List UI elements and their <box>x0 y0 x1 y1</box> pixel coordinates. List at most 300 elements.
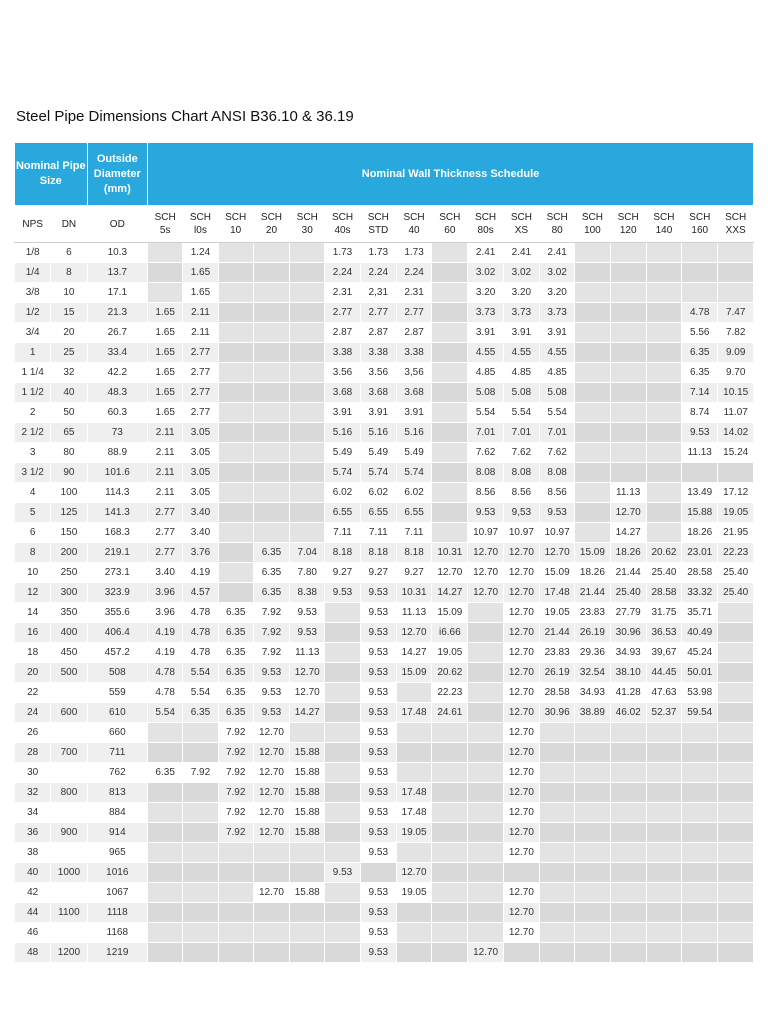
table-cell: 5.16 <box>325 423 360 443</box>
table-cell: 8.08 <box>503 463 539 483</box>
schedule-prefix: SCH <box>653 212 675 223</box>
table-cell <box>51 843 87 863</box>
table-cell <box>646 363 681 383</box>
table-cell: 3.56 <box>360 363 396 383</box>
table-cell <box>646 883 681 903</box>
table-cell <box>575 943 610 963</box>
table-cell <box>718 843 754 863</box>
schedule-code: 40 <box>408 225 420 236</box>
table-cell <box>646 343 681 363</box>
table-row <box>15 763 754 783</box>
table-cell: 1/4 <box>15 263 51 283</box>
table-cell <box>253 343 289 363</box>
table-cell: 200 <box>51 543 87 563</box>
table-cell: 3.20 <box>503 283 539 303</box>
table-cell: 27.79 <box>610 603 646 623</box>
table-cell: 12.70 <box>253 803 289 823</box>
table-row <box>15 383 754 403</box>
table-row <box>15 283 754 303</box>
table-cell: 9.53 <box>253 703 289 723</box>
table-cell <box>468 743 503 763</box>
table-cell: 5.54 <box>468 403 503 423</box>
table-row <box>15 783 754 803</box>
table-cell: 1.73 <box>325 243 360 263</box>
table-cell <box>718 643 754 663</box>
table-cell: 457.2 <box>87 643 147 663</box>
table-cell: 9.53 <box>360 643 396 663</box>
table-cell: 762 <box>87 763 147 783</box>
table-cell: 5.54 <box>503 403 539 423</box>
table-cell: 9.53 <box>325 583 360 603</box>
table-cell: 26.19 <box>540 663 575 683</box>
table-cell <box>610 323 646 343</box>
table-cell <box>503 863 539 883</box>
table-row <box>15 303 754 323</box>
table-cell <box>290 463 325 483</box>
table-cell: 4.78 <box>183 603 218 623</box>
table-cell: 21.3 <box>87 303 147 323</box>
table-cell: 12.70 <box>503 683 539 703</box>
table-cell <box>51 683 87 703</box>
table-cell: 9.53 <box>360 743 396 763</box>
table-cell: 23.83 <box>575 603 610 623</box>
table-cell: 5.54 <box>183 663 218 683</box>
schedule-code: 30 <box>301 225 313 236</box>
table-cell: 1067 <box>87 883 147 903</box>
table-cell <box>575 463 610 483</box>
table-cell: 19.05 <box>718 503 754 523</box>
table-cell: 2.77 <box>148 543 183 563</box>
table-cell <box>432 503 468 523</box>
table-cell <box>183 803 218 823</box>
table-cell: 23.01 <box>682 543 718 563</box>
col-schedule <box>468 206 503 243</box>
table-cell <box>610 803 646 823</box>
table-cell: 450 <box>51 643 87 663</box>
table-cell <box>148 863 183 883</box>
table-row <box>15 743 754 763</box>
table-cell: 219.1 <box>87 543 147 563</box>
table-row <box>15 683 754 703</box>
table-cell <box>646 243 681 263</box>
table-cell <box>325 623 360 643</box>
table-cell <box>325 783 360 803</box>
table-row <box>15 543 754 563</box>
table-cell: 9.53 <box>360 583 396 603</box>
table-cell <box>646 403 681 423</box>
table-cell: 12.70 <box>503 783 539 803</box>
table-cell: 15.09 <box>575 543 610 563</box>
table-cell: 350 <box>51 603 87 623</box>
table-cell <box>575 303 610 323</box>
table-cell: 88.9 <box>87 443 147 463</box>
table-cell: 38 <box>15 843 51 863</box>
table-cell: 15.09 <box>540 563 575 583</box>
table-cell: 965 <box>87 843 147 863</box>
table-cell <box>218 283 253 303</box>
table-cell: 700 <box>51 743 87 763</box>
table-cell <box>253 303 289 323</box>
table-cell <box>432 943 468 963</box>
table-cell: 5.54 <box>183 683 218 703</box>
table-cell <box>148 263 183 283</box>
table-cell: 3.73 <box>503 303 539 323</box>
table-cell <box>253 263 289 283</box>
table-cell <box>610 843 646 863</box>
table-cell <box>396 843 431 863</box>
table-cell: 9.53 <box>540 503 575 523</box>
table-cell: 12.70 <box>503 723 539 743</box>
table-cell <box>253 923 289 943</box>
table-cell: 3.73 <box>540 303 575 323</box>
table-row <box>15 843 754 863</box>
table-cell: 28.58 <box>646 583 681 603</box>
table-cell <box>610 923 646 943</box>
table-cell <box>218 343 253 363</box>
table-cell: 1100 <box>51 903 87 923</box>
table-cell: 59.54 <box>682 703 718 723</box>
table-cell: 1.65 <box>148 383 183 403</box>
table-cell <box>718 883 754 903</box>
table-cell <box>290 423 325 443</box>
table-cell: 9.27 <box>360 563 396 583</box>
table-cell <box>432 243 468 263</box>
table-cell: 4.19 <box>148 623 183 643</box>
table-cell <box>325 743 360 763</box>
table-cell <box>718 763 754 783</box>
table-cell <box>468 623 503 643</box>
table-cell <box>610 783 646 803</box>
table-cell <box>575 763 610 783</box>
table-cell: 12.70 <box>503 563 539 583</box>
table-cell <box>468 903 503 923</box>
table-cell: 7.62 <box>540 443 575 463</box>
table-cell <box>51 883 87 903</box>
table-row <box>15 623 754 643</box>
table-cell: 22.23 <box>718 543 754 563</box>
table-cell: 9.53 <box>253 663 289 683</box>
table-cell: 100 <box>51 483 87 503</box>
table-cell: 9.53 <box>290 623 325 643</box>
table-cell <box>290 863 325 883</box>
table-cell: 33.4 <box>87 343 147 363</box>
table-cell: 3.91 <box>540 323 575 343</box>
table-cell <box>646 823 681 843</box>
table-row <box>15 663 754 683</box>
table-cell <box>718 923 754 943</box>
table-row <box>15 523 754 543</box>
table-cell: 1219 <box>87 943 147 963</box>
table-cell: 9.27 <box>325 563 360 583</box>
table-cell <box>682 263 718 283</box>
table-cell: 4.78 <box>682 303 718 323</box>
table-cell: 914 <box>87 823 147 843</box>
table-cell: 6.35 <box>183 703 218 723</box>
table-cell: 600 <box>51 703 87 723</box>
table-cell <box>51 923 87 943</box>
table-cell: 15.88 <box>290 823 325 843</box>
table-cell: 52.37 <box>646 703 681 723</box>
table-cell <box>718 823 754 843</box>
table-cell: 2.11 <box>148 443 183 463</box>
outside-diameter-header: Outside Diameter (mm) <box>87 143 147 206</box>
col-schedule <box>360 206 396 243</box>
table-cell: 400 <box>51 623 87 643</box>
table-cell <box>148 783 183 803</box>
table-cell <box>718 783 754 803</box>
col-nps: NPS <box>15 206 51 243</box>
table-cell <box>718 243 754 263</box>
table-cell: 2.11 <box>183 323 218 343</box>
table-cell <box>503 943 539 963</box>
table-cell: 5.49 <box>360 443 396 463</box>
table-cell: 4.19 <box>148 643 183 663</box>
table-cell <box>610 283 646 303</box>
table-cell: 8.56 <box>540 483 575 503</box>
table-cell <box>610 423 646 443</box>
table-cell: 1 1/2 <box>15 383 51 403</box>
table-cell <box>183 903 218 923</box>
table-cell <box>432 383 468 403</box>
table-cell: 6.55 <box>360 503 396 523</box>
table-cell: 559 <box>87 683 147 703</box>
table-cell: 28.58 <box>682 563 718 583</box>
table-cell <box>218 423 253 443</box>
table-row <box>15 463 754 483</box>
table-cell <box>575 883 610 903</box>
table-cell: 3.68 <box>396 383 431 403</box>
table-cell: 355.6 <box>87 603 147 623</box>
table-cell <box>610 403 646 423</box>
table-cell: 6.35 <box>218 643 253 663</box>
table-cell: 3.91 <box>360 403 396 423</box>
table-cell <box>218 243 253 263</box>
table-cell: 26.7 <box>87 323 147 343</box>
table-cell <box>610 863 646 883</box>
table-cell <box>646 803 681 823</box>
table-cell: 1.65 <box>148 403 183 423</box>
table-cell: 9.09 <box>718 343 754 363</box>
table-cell <box>575 243 610 263</box>
table-cell: 21.44 <box>610 563 646 583</box>
table-cell <box>718 943 754 963</box>
table-cell <box>718 863 754 883</box>
table-cell: 17.1 <box>87 283 147 303</box>
col-od: OD <box>87 206 147 243</box>
table-cell: 9.53 <box>360 763 396 783</box>
table-cell: 5.16 <box>360 423 396 443</box>
table-cell: 48.3 <box>87 383 147 403</box>
table-cell <box>148 883 183 903</box>
table-cell: 7.92 <box>183 763 218 783</box>
table-cell <box>148 923 183 943</box>
table-cell <box>575 323 610 343</box>
table-cell: 12.70 <box>503 883 539 903</box>
table-cell: 9.53 <box>360 883 396 903</box>
table-cell: 1.73 <box>360 243 396 263</box>
table-cell <box>183 863 218 883</box>
table-cell <box>325 723 360 743</box>
table-cell: 2.77 <box>360 303 396 323</box>
table-cell: 11.13 <box>682 443 718 463</box>
table-cell <box>290 383 325 403</box>
table-cell <box>646 303 681 323</box>
table-cell: 9.53 <box>360 923 396 943</box>
table-cell <box>218 523 253 543</box>
table-cell <box>148 723 183 743</box>
table-cell <box>218 263 253 283</box>
table-cell: 30 <box>15 763 51 783</box>
table-cell: 3.73 <box>468 303 503 323</box>
table-cell: 9.53 <box>360 683 396 703</box>
schedule-code: 140 <box>655 225 673 236</box>
table-cell: 73 <box>87 423 147 443</box>
table-cell: 19.05 <box>540 603 575 623</box>
table-cell <box>646 723 681 743</box>
table-cell <box>290 243 325 263</box>
table-cell: 9.53 <box>360 803 396 823</box>
table-cell: 7.11 <box>396 523 431 543</box>
table-cell <box>432 263 468 283</box>
table-cell: 7.01 <box>503 423 539 443</box>
table-cell <box>682 723 718 743</box>
table-cell: 2.11 <box>148 423 183 443</box>
table-cell <box>253 403 289 423</box>
table-cell: 2.77 <box>183 403 218 423</box>
table-cell: 9.53 <box>360 623 396 643</box>
page-title: Steel Pipe Dimensions Chart ANSI B36.10 & 36.19 <box>16 108 354 125</box>
table-cell <box>290 843 325 863</box>
table-cell: 15.88 <box>290 763 325 783</box>
table-cell: 5.74 <box>396 463 431 483</box>
table-cell: 7.92 <box>253 643 289 663</box>
table-cell <box>575 263 610 283</box>
table-cell <box>183 923 218 943</box>
table-cell <box>148 943 183 963</box>
table-cell <box>253 843 289 863</box>
table-cell <box>540 803 575 823</box>
table-cell: 10.97 <box>540 523 575 543</box>
table-cell: 7.47 <box>718 303 754 323</box>
table-row <box>15 403 754 423</box>
table-cell: 20.62 <box>432 663 468 683</box>
table-cell <box>183 743 218 763</box>
table-cell <box>325 943 360 963</box>
table-cell <box>646 863 681 883</box>
table-cell <box>396 763 431 783</box>
table-cell: 15.88 <box>290 803 325 823</box>
table-cell: 4 <box>15 483 51 503</box>
table-cell <box>325 643 360 663</box>
table-cell: 21.44 <box>575 583 610 603</box>
table-cell <box>718 903 754 923</box>
table-cell <box>51 723 87 743</box>
table-cell: 2.31 <box>325 283 360 303</box>
table-cell: 1000 <box>51 863 87 883</box>
schedule-prefix: SCH <box>403 212 425 223</box>
table-cell: 10.31 <box>432 543 468 563</box>
table-cell: 1.65 <box>183 263 218 283</box>
table-cell: 18 <box>15 643 51 663</box>
schedule-code: STD <box>368 225 389 236</box>
table-cell <box>218 363 253 383</box>
table-cell: 15.88 <box>290 783 325 803</box>
table-cell <box>540 823 575 843</box>
table-cell <box>468 863 503 883</box>
table-cell <box>575 803 610 823</box>
schedule-prefix: SCH <box>260 212 283 223</box>
table-cell <box>610 463 646 483</box>
table-cell: 10 <box>15 563 51 583</box>
table-cell: 12.70 <box>503 823 539 843</box>
table-cell: 15.09 <box>396 663 431 683</box>
table-cell <box>183 783 218 803</box>
table-cell: 3.91 <box>503 323 539 343</box>
table-cell: 1.65 <box>148 363 183 383</box>
table-row <box>15 883 754 903</box>
table-cell: 3.38 <box>360 343 396 363</box>
table-cell: 9.53 <box>360 823 396 843</box>
table-cell <box>610 303 646 323</box>
table-cell: 7.92 <box>253 603 289 623</box>
table-cell: 5 <box>15 503 51 523</box>
table-cell: 29.36 <box>575 643 610 663</box>
table-cell <box>575 823 610 843</box>
table-cell <box>575 743 610 763</box>
table-cell: 2.87 <box>396 323 431 343</box>
table-cell: 884 <box>87 803 147 823</box>
table-cell <box>218 323 253 343</box>
table-cell <box>718 603 754 623</box>
header-band <box>15 143 754 206</box>
table-cell <box>646 903 681 923</box>
col-schedule <box>396 206 431 243</box>
col-schedule <box>646 206 681 243</box>
table-cell: 6.35 <box>682 343 718 363</box>
table-cell: 6.35 <box>218 623 253 643</box>
table-cell <box>218 863 253 883</box>
table-row <box>15 903 754 923</box>
table-cell: 17.48 <box>396 703 431 723</box>
table-row <box>15 243 754 263</box>
table-cell: 2 1/2 <box>15 423 51 443</box>
table-cell: 12 <box>15 583 51 603</box>
table-cell <box>468 723 503 743</box>
schedule-code: XXS <box>725 225 746 236</box>
table-cell <box>432 403 468 423</box>
table-cell <box>718 663 754 683</box>
table-cell <box>218 543 253 563</box>
table-cell: 2.11 <box>183 303 218 323</box>
table-cell: 42 <box>15 883 51 903</box>
table-cell <box>325 663 360 683</box>
col-dn: DN <box>51 206 87 243</box>
table-cell <box>540 883 575 903</box>
table-cell <box>253 943 289 963</box>
table-cell: 5.49 <box>325 443 360 463</box>
table-cell: 141.3 <box>87 503 147 523</box>
column-header-row <box>15 206 754 243</box>
table-cell: 14.27 <box>432 583 468 603</box>
table-cell <box>218 443 253 463</box>
table-cell <box>148 903 183 923</box>
table-cell <box>218 503 253 523</box>
schedule-code: 120 <box>619 225 637 236</box>
table-cell: 2.24 <box>360 263 396 283</box>
table-cell <box>468 843 503 863</box>
table-cell: 7.92 <box>253 623 289 643</box>
table-row <box>15 483 754 503</box>
